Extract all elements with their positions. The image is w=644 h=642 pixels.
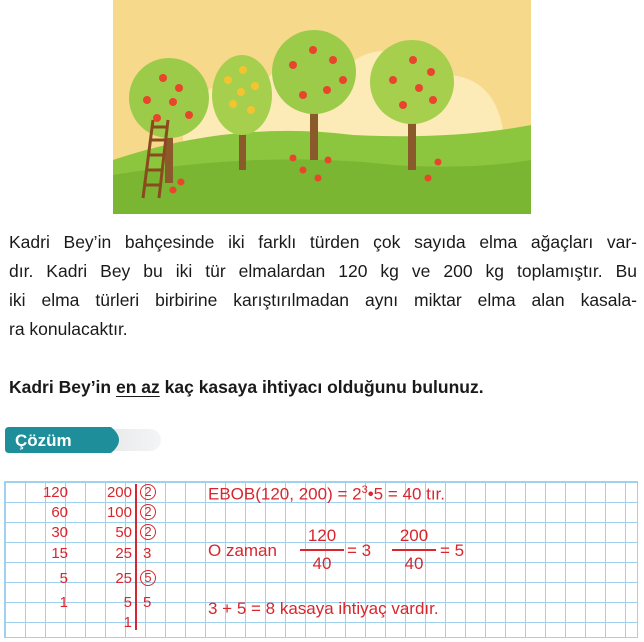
fraction-numerator: 200 <box>399 526 429 545</box>
right-number: 25 <box>115 545 132 562</box>
equals-3: = 3 <box>347 541 372 560</box>
right-number: 100 <box>106 504 132 521</box>
left-number: 1 <box>59 594 68 611</box>
divisor: 5 <box>143 594 152 611</box>
divisor: 3 <box>143 545 152 562</box>
fraction-denominator: 40 <box>312 553 332 573</box>
question-before: Kadri Bey’in <box>9 377 116 397</box>
fraction-120-over-40 <box>300 526 344 574</box>
equals-5: = 5 <box>440 541 465 560</box>
divisor-circled: 5 <box>140 570 156 586</box>
o-zaman-label: O zaman <box>208 541 277 560</box>
fraction-denominator: 40 <box>404 553 424 573</box>
left-number: 60 <box>51 504 68 521</box>
final-answer: 3 + 5 = 8 kasaya ihtiyaç vardır. <box>208 599 439 618</box>
paragraph-line: ra konulacaktır. <box>9 319 128 339</box>
paragraph-line: iki elma türleri birbirine karıştırılmadan aynı miktar elma alan kasala- <box>9 290 637 310</box>
fraction-numerator: 120 <box>307 526 337 545</box>
paragraph-line: Kadri Bey’in bahçesinde iki farklı türden çok sayıda elma ağaçları var- <box>9 232 637 252</box>
ebob-exponent: 3 <box>361 484 368 496</box>
left-number: 30 <box>51 524 68 541</box>
division-line <box>135 484 137 630</box>
left-number: 120 <box>42 484 68 501</box>
divisor-circled: 2 <box>140 484 156 500</box>
right-number: 200 <box>106 484 132 501</box>
solution-label-bar <box>5 425 161 455</box>
question-underlined: en az <box>115 377 160 397</box>
fraction-200-over-40 <box>392 526 436 574</box>
orchard-illustration <box>113 0 531 214</box>
divisor-circled: 2 <box>140 504 156 520</box>
question-after: kaç kasaya ihtiyacı olduğunu bulunuz. <box>159 377 484 397</box>
right-number: 50 <box>115 524 132 541</box>
paragraph-line: dır. Kadri Bey bu iki tür elmalardan 120 kg ve 200 kg toplamıştır. Bu <box>9 261 637 281</box>
divisor-circled: 2 <box>140 524 156 540</box>
ebob-line: EBOB(120, $200) = 2^3•5 = 40$ tır. <box>208 484 446 504</box>
left-number: 5 <box>59 570 68 587</box>
question-text <box>9 377 484 398</box>
left-number: 15 <box>51 545 68 562</box>
right-number: 1 <box>123 614 132 631</box>
solution-label: Çözüm <box>15 431 72 450</box>
right-number: 25 <box>115 570 132 587</box>
problem-paragraph <box>9 228 637 344</box>
right-number: 5 <box>123 594 132 611</box>
